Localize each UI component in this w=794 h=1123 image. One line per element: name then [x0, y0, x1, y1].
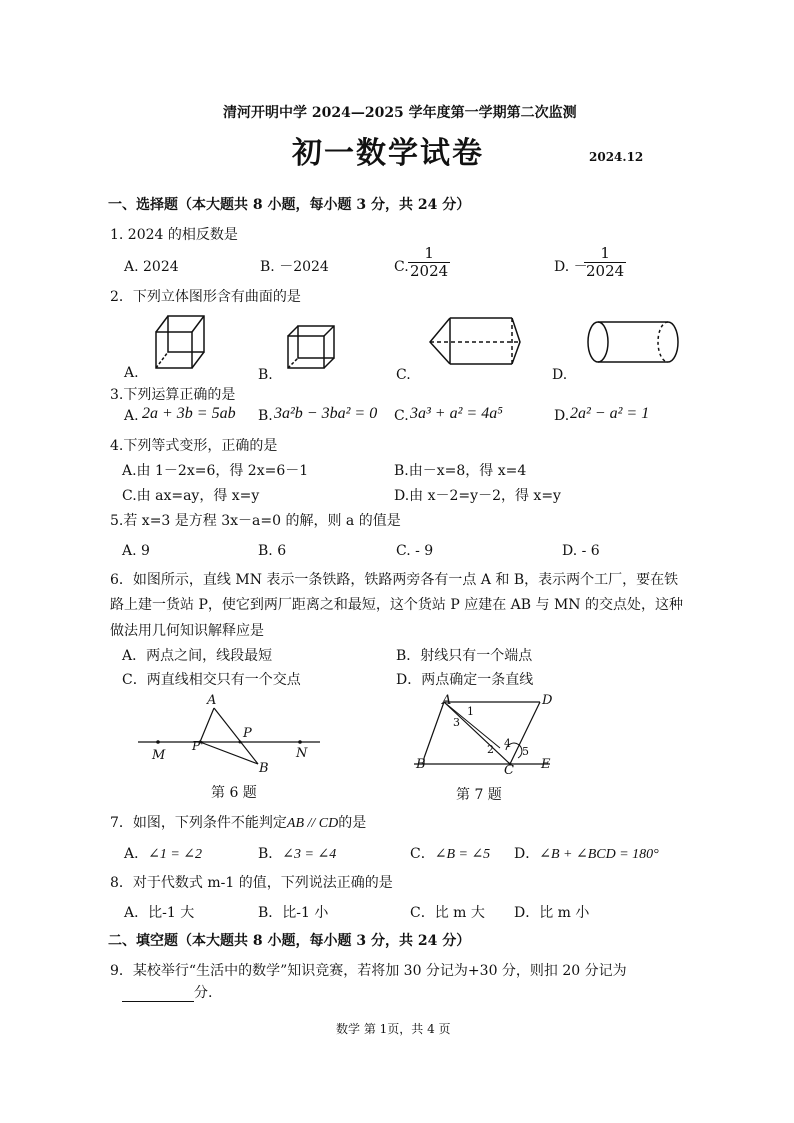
- q5-option-a: A. 9: [122, 543, 150, 559]
- q6-option-b: B．射线只有一个端点: [396, 648, 533, 664]
- q5-option-b: B. 6: [258, 543, 287, 559]
- q7-c-prefix: C．: [410, 846, 435, 862]
- q2-option-a: A.: [124, 365, 139, 381]
- q1-stem: 1. 2024 的相反数是: [110, 227, 238, 243]
- point-p: [239, 741, 242, 744]
- q6-option-d: D．两点确定一条直线: [396, 672, 534, 688]
- q1-option-a: A. 2024: [124, 259, 179, 275]
- q3-option-d-prefix: D.: [554, 408, 570, 424]
- fig7-caption: 第 7 题: [456, 787, 502, 803]
- q7-option-b: [258, 845, 336, 864]
- q7-c-text: ∠B = ∠5: [434, 847, 491, 862]
- fig7-angle-3: 3: [453, 716, 460, 729]
- q3-option-b-prefix: B.: [258, 408, 273, 424]
- q6-option-a: A．两点之间，线段最短: [122, 648, 273, 664]
- q7-a-text: ∠1 = ∠2: [148, 847, 203, 862]
- fig7-label-b: B: [416, 757, 426, 772]
- fig7-label-d: D: [542, 693, 553, 708]
- fig7-angle-2: 2: [487, 743, 494, 756]
- fig7-label-a: A: [442, 693, 452, 708]
- q7-d-text: ∠B + ∠BCD = 180°: [539, 847, 659, 862]
- q5-stem: 5.若 x=3 是方程 3x－a=0 的解，则 a 的值是: [110, 513, 401, 529]
- q4-option-c: C.由 ax=ay，得 x=y: [122, 488, 260, 504]
- q7-option-c: [410, 845, 490, 864]
- q6-line2: 路上建一货站 P，使它到两厂距离之和最短，这个货站 P 应建在 AB 与 MN 的交点处，这种: [110, 597, 683, 613]
- q6-line1: 6．如图所示，直线 MN 表示一条铁路，铁路两旁各有一点 A 和 B，表示两个工厂，要在铁: [110, 572, 679, 588]
- q3-option-c-prefix: C.: [394, 408, 409, 424]
- q7-option-d: [514, 845, 659, 864]
- exam-date: 2024.12: [589, 150, 644, 164]
- q2-option-b: B.: [258, 367, 273, 383]
- q7-d-prefix: D．: [514, 846, 540, 862]
- q8-option-a: A．比-1 大: [124, 905, 195, 921]
- fig6-label-n: N: [296, 746, 308, 761]
- fig7-label-c: C: [504, 763, 514, 778]
- point-m: [156, 740, 160, 744]
- q1-c-denominator: 2024: [410, 262, 449, 280]
- fig6-label-p-prime: P': [192, 739, 204, 753]
- section1-heading: 一、选择题（本大题共 8 小题，每小题 3 分，共 24 分）: [108, 197, 471, 213]
- fig6-label-p: P: [243, 726, 252, 741]
- q7-a-prefix: A．: [124, 846, 149, 862]
- q4-option-d: D.由 x－2=y－2，得 x=y: [394, 488, 561, 504]
- q3-option-d: 2a² − a² = 1: [570, 405, 650, 422]
- q1-option-b: B. －2024: [260, 259, 329, 275]
- q8-stem: 8．对于代数式 m-1 的值，下列说法正确的是: [110, 875, 393, 891]
- q8-option-d: D．比 m 小: [514, 905, 590, 921]
- q2-option-c: C.: [396, 367, 411, 383]
- q3-option-a-prefix: A.: [124, 408, 139, 424]
- q7-stem-prefix: 7．如图，下列条件不能判定: [110, 815, 287, 831]
- q1-option-c-prefix: C.: [394, 259, 409, 275]
- q3-option-a: 2a + 3b = 5ab: [142, 405, 236, 422]
- q1-option-c-fraction: [408, 245, 450, 280]
- q1-c-numerator: 1: [408, 245, 450, 263]
- fig7-angle-4: 4: [504, 737, 511, 750]
- q2-option-d: D.: [552, 367, 568, 383]
- q7-stem-suffix: 的是: [338, 815, 367, 831]
- q9-line1: 9．某校举行“生活中的数学”知识竞赛，若将加 30 分记为+30 分，则扣 20 分记为: [110, 963, 627, 979]
- fig7-label-e: E: [541, 757, 551, 772]
- q9-answer-blank[interactable]: [122, 987, 194, 1002]
- q4-option-b: B.由－x=8，得 x=4: [394, 463, 527, 479]
- q4-option-a: A.由 1－2x=6，得 2x=6－1: [122, 463, 309, 479]
- page-title: 初一数学试卷: [292, 136, 484, 171]
- q8-option-b: B．比-1 小: [258, 905, 329, 921]
- q5-option-d: D. - 6: [562, 543, 600, 559]
- q7-b-text: ∠3 = ∠4: [282, 847, 337, 862]
- q1-option-d-prefix: D. －: [554, 259, 588, 275]
- q7-b-prefix: B．: [258, 846, 283, 862]
- q9-answer-line: [122, 984, 212, 1002]
- fig7-angle-1: 1: [467, 705, 474, 718]
- school-line: 清河开明中学 2024—2025 学年度第一学期第二次监测: [223, 105, 577, 121]
- q1-option-d-fraction: [584, 245, 626, 280]
- cube-tall-figure: [150, 312, 214, 374]
- q3-option-b: 3a²b − 3ba² = 0: [274, 405, 378, 422]
- section2-heading: 二、填空题（本大题共 8 小题，每小题 3 分，共 24 分）: [108, 933, 471, 949]
- q9-suffix: 分.: [194, 985, 213, 1001]
- cylinder-figure: [584, 318, 684, 368]
- fig6-label-a: A: [207, 693, 217, 708]
- q6-line3: 做法用几何知识解释应是: [110, 623, 264, 639]
- q1-d-numerator: 1: [584, 245, 626, 263]
- fig6-label-b: B: [259, 761, 269, 776]
- triangular-prism-figure: [426, 314, 526, 368]
- q3-stem: 3.下列运算正确的是: [110, 387, 236, 403]
- figure-6: [130, 692, 330, 782]
- fig6-caption: 第 6 题: [211, 785, 257, 801]
- q7-stem: [110, 814, 366, 833]
- q6-option-c: C．两直线相交只有一个交点: [122, 672, 301, 688]
- q7-option-a: [124, 845, 202, 864]
- q5-option-c: C. - 9: [396, 543, 434, 559]
- q3-option-c: 3a³ + a² = 4a⁵: [410, 405, 503, 422]
- point-n: [298, 740, 302, 744]
- q1-d-denominator: 2024: [586, 262, 625, 280]
- fig7-angle-5: 5: [522, 745, 529, 758]
- q8-option-c: C．比 m 大: [410, 905, 485, 921]
- q7-stem-math: AB // CD: [286, 816, 339, 831]
- page-footer: 数学 第 1页，共 4 页: [336, 1022, 451, 1036]
- cube-small-figure: [284, 322, 340, 372]
- figure-7: [410, 692, 560, 776]
- q4-stem: 4.下列等式变形，正确的是: [110, 438, 278, 454]
- q2-stem: 2．下列立体图形含有曲面的是: [110, 289, 301, 305]
- fig6-label-m: M: [152, 748, 166, 763]
